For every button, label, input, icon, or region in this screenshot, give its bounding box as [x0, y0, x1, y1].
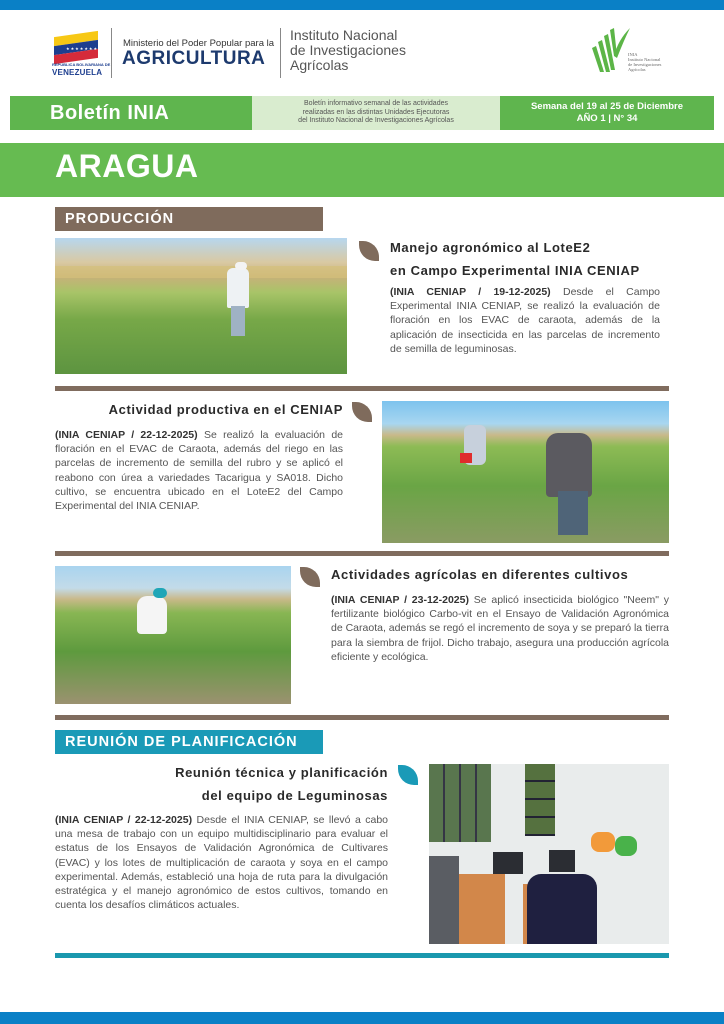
leaf-bullet-icon — [359, 241, 379, 261]
region-title: ARAGUA — [55, 148, 199, 184]
leaf-bullet-icon — [398, 765, 418, 785]
week-range: Semana del 19 al 25 de Diciembre — [530, 101, 684, 112]
ministry-name: AGRICULTURA — [122, 48, 266, 69]
article-title: Manejo agronómico al LoteE2 en Campo Experimental INIA CENIAP — [390, 240, 640, 278]
inia-leaf-logo — [590, 26, 630, 78]
institute-name: Instituto Nacional de Investigaciones Agrícolas — [290, 27, 406, 73]
article-title: Reunión técnica y planificación del equipo de Leguminosas — [175, 765, 388, 803]
inia-logo-text: INIA Instituto Nacional de Investigaciones Agrícolas — [628, 52, 662, 72]
venezuela-flag-logo: ★★★★★★★★ — [52, 30, 100, 76]
article-photo-fumigation — [55, 238, 347, 374]
bulletin-title: Boletín INIA — [10, 96, 252, 130]
leaf-bullet-icon — [300, 567, 320, 587]
leaf-bullet-icon — [352, 402, 372, 422]
bulletin-description: Boletín informativo semanal de las actividades realizadas en las distintas Unidades Ejecutoras del Instituto Nacional de Investigaciones Agrícolas — [252, 96, 500, 130]
header-divider — [111, 28, 112, 78]
bulletin-issue-info — [500, 96, 714, 130]
ministry-line: Ministerio del Poder Popular para la — [123, 38, 275, 49]
bottom-color-bar — [0, 1012, 724, 1024]
issue-number: AÑO 1 | N° 34 — [576, 113, 638, 124]
closing-divider — [55, 953, 669, 958]
flag-caption-country: VENEZUELA — [52, 68, 103, 77]
article-photo-inspection — [55, 566, 291, 704]
top-color-bar — [0, 0, 724, 10]
article-body: (INIA CENIAP / 22-12-2025) Desde el INIA CENIAP, se llevó a cabo una mesa de trabajo con un equipo multidisciplinario para evaluar el estatus de los Ensayos de Validación Agronómica de Cultivares (EVAC) y los lotes de multiplicación de caraota y soya en el campo experimental. Además, estableció una hoja de ruta para la divulgación estratégica y el manejo agronómico de estos cultivos, tomando en cuenta los desafíos climáticos actuales. — [55, 814, 389, 912]
article-photo-meeting — [429, 764, 669, 944]
article-body: (INIA CENIAP / 19-12-2025) Desde el Campo Experimental INIA CENIAP, se realizó la evaluación de floración en los EVAC de caraota, además de la aplicación de insecticida en las parcelas de incremento de semilla de leguminosas. — [390, 286, 660, 355]
section-divider — [55, 715, 669, 720]
article-body: (INIA CENIAP / 22-12-2025) Se realizó la evaluación de floración en el EVAC de Caraota, además del riego en las parcelas de incremento de semilla del rubro y se aplicó el reabono con úrea a variedades Tacarigua y SA018. Dicho cultivo, se encuentra ubicado en el LoteE2 del Campo Experimental del INIA CENIAP. — [55, 429, 343, 513]
header-divider — [280, 28, 281, 78]
article-title: Actividad productiva en el CENIAP — [108, 402, 343, 417]
section-label-produccion: PRODUCCIÓN — [55, 207, 323, 231]
article-body: (INIA CENIAP / 23-12-2025) Se aplicó insecticida biológico "Neem" y fertilizante biológico Carbo-vit en el Ensayo de Validación Agronómica de Caraota, además se regó el incremento de soya y se preparó la tierra para la siembra de frijol. Dicho trabajo, asegura una producción agrícola eficiente y ecológica. — [331, 594, 670, 663]
flag-caption-small: REPÚBLICA BOLIVARIANA DE — [52, 62, 111, 67]
section-divider — [55, 551, 669, 556]
section-label-reunion: REUNIÓN DE PLANIFICACIÓN — [55, 730, 323, 754]
article-photo-fertilizing — [382, 401, 669, 543]
section-divider — [55, 386, 669, 391]
article-title: Actividades agrícolas en diferentes cultivos — [331, 567, 629, 582]
